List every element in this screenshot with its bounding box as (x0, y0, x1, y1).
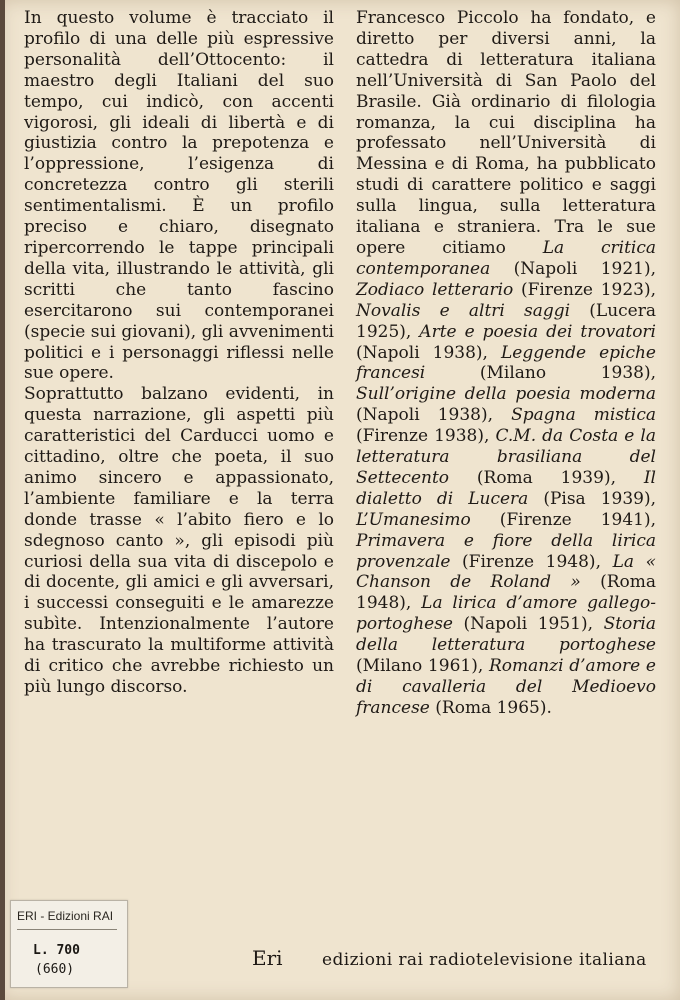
sticker-publisher: ERI - Edizioni RAI (17, 909, 117, 930)
work-title: Zodiaco letterario (356, 279, 514, 300)
author-bio-column (356, 8, 656, 719)
publisher-name: edizioni rai radiotelevisione italiana (322, 950, 647, 970)
publisher-logo: Eri (252, 946, 283, 970)
work-title: C.M. da Costa e la letteratura brasiliana del Settecento (356, 426, 656, 488)
work-title: Spagna mistica (511, 405, 656, 426)
work-publication-info: (Napoli 1938), (356, 405, 512, 426)
work-title: Arte e poesia dei trovatori (419, 321, 656, 342)
work-publication-info: (Napoli 1938), (356, 342, 501, 363)
work-publication-info: (Lucera 1925), (356, 300, 656, 342)
work-title: Romanzi d’amore e di cavalleria del Medioevo francese (356, 656, 656, 718)
work-publication-info: (Roma 1965). (429, 697, 552, 718)
description-column (24, 8, 334, 698)
sticker-code: (660) (35, 962, 75, 977)
work-publication-info: (Pisa 1939), (528, 488, 656, 509)
work-publication-info: (Firenze 1923), (513, 279, 656, 300)
work-title: La lirica d’amore gallego-portoghese (356, 593, 656, 635)
work-title: Primavera e fiore della lirica provenzale (356, 530, 656, 572)
work-publication-info: (Firenze 1938), (356, 426, 496, 447)
work-title: Leggende epiche francesi (356, 342, 656, 384)
works-list (356, 238, 656, 718)
work-title: Novalis e altri saggi (356, 300, 571, 321)
price-sticker (10, 900, 128, 988)
work-publication-info: (Milano 1961), (356, 656, 489, 677)
work-publication-info: (Firenze 1948), (450, 551, 613, 572)
cover-edge (0, 0, 5, 1000)
work-publication-info: (Firenze 1941), (470, 509, 656, 530)
sticker-price: L. 700 (33, 943, 80, 958)
work-title: La « Chanson de Roland » (356, 551, 657, 593)
author-bio-paragraph (356, 8, 656, 719)
work-publication-info: (Napoli 1921), (490, 258, 656, 279)
work-title: Storia della letteratura portoghese (356, 614, 656, 656)
work-title: L’Umanesimo (356, 509, 471, 530)
work-publication-info: (Roma 1948), (356, 572, 656, 614)
work-title: Il dialetto di Lucera (356, 467, 656, 509)
work-publication-info: (Roma 1939), (449, 467, 644, 488)
work-title: Sull’origine della poesia moderna (356, 384, 656, 405)
description-paragraph-1: In questo volume è tracciato il profilo di una delle più espressive personalità dell’Ottocento: il maestro degli Italiani del suo tempo, cui indicò, con accenti vigorosi, gli ideali di libertà e di giustizia contro la prepotenza e l’oppressione, l’esigenza di concretezza contro gli sterili sentimentalismi. È un profilo preciso e chiaro, disegnato ripercorrendo le tappe principali della vita, illustrando le attività, gli scritti che tanto fascino esercitarono sui contemporanei (specie sui giovani), gli avvenimenti politici e i personaggi riflessi nelle sue opere. (24, 8, 334, 384)
author-bio-intro: Francesco Piccolo ha fondato, e diretto per diversi anni, la cattedra di letteratura italiana nell’Università di San Paolo del Brasile. Già ordinario di filologia romanza, la cui disciplina ha professato nell’Università di Messina e di Roma, ha pubblicato studi di carattere politico e saggi sulla lingua, sulla letteratura italiana e straniera. Tra le sue opere citiamo (356, 8, 656, 258)
work-title: La critica contemporanea (356, 237, 656, 279)
work-publication-info: (Napoli 1951), (453, 614, 604, 635)
description-paragraph-2: Soprattutto balzano evidenti, in questa narrazione, gli aspetti più caratteristici del Carducci uomo e cittadino, oltre che poeta, il suo animo sincero e appassionato, l’ambiente familiare e la terra donde trasse « l’abito fiero e lo sdegnoso canto », gli episodi più curiosi della sua vita di discepolo e di docente, gli amici e gli avversari, i successi conseguiti e le amarezze subìte. Intenzionalmente l’autore ha trascurato la multiforme attività di critico che avrebbe richiesto un più lungo discorso. (24, 384, 334, 697)
work-publication-info: (Milano 1938), (425, 363, 656, 384)
